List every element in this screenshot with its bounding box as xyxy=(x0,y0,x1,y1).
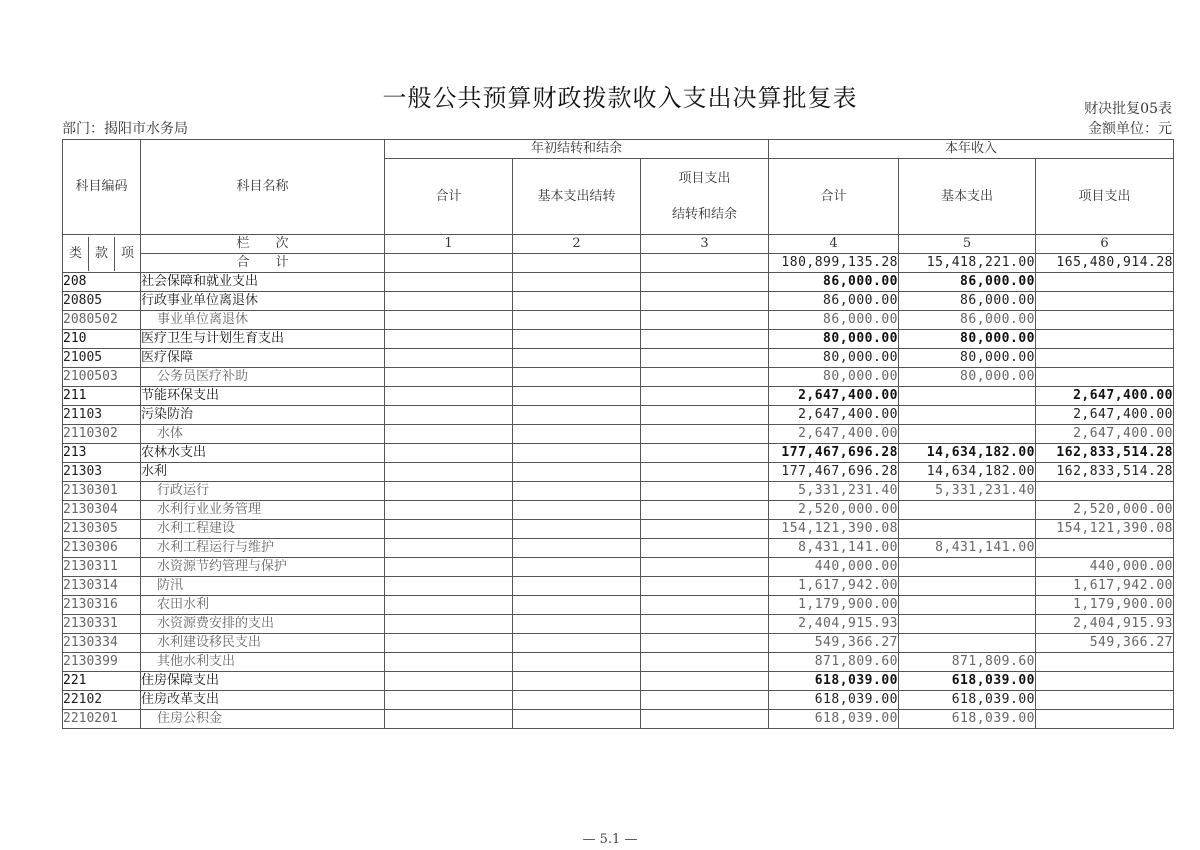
row-c2 xyxy=(513,615,641,634)
total-c6: 165,480,914.28 xyxy=(1036,254,1174,273)
row-c2 xyxy=(513,330,641,349)
row-c6: 1,617,942.00 xyxy=(1036,577,1174,596)
row-c3 xyxy=(641,501,769,520)
row-c6: 2,404,915.93 xyxy=(1036,615,1174,634)
col-num-2: 2 xyxy=(513,235,641,254)
row-code: 2130334 xyxy=(63,634,141,653)
row-c3 xyxy=(641,387,769,406)
row-c5: 80,000.00 xyxy=(899,368,1036,387)
row-code: 2110302 xyxy=(63,425,141,444)
row-c1 xyxy=(385,691,513,710)
row-code: 2100503 xyxy=(63,368,141,387)
row-c3 xyxy=(641,710,769,729)
row-c6: 2,647,400.00 xyxy=(1036,406,1174,425)
row-c1 xyxy=(385,653,513,672)
row-c3 xyxy=(641,311,769,330)
total-c5: 15,418,221.00 xyxy=(899,254,1036,273)
row-c3 xyxy=(641,653,769,672)
row-c4: 80,000.00 xyxy=(769,368,899,387)
row-c4: 177,467,696.28 xyxy=(769,463,899,482)
row-c2 xyxy=(513,406,641,425)
row-c4: 1,179,900.00 xyxy=(769,596,899,615)
row-c1 xyxy=(385,482,513,501)
row-c6 xyxy=(1036,710,1174,729)
header-g1-project xyxy=(641,159,769,235)
row-c5 xyxy=(899,634,1036,653)
row-c1 xyxy=(385,425,513,444)
row-c3 xyxy=(641,577,769,596)
row-name: 事业单位离退休 xyxy=(141,311,385,330)
header-g1-project-line1: 项目支出 xyxy=(678,170,731,186)
row-code: 21303 xyxy=(63,463,141,482)
row-c1 xyxy=(385,311,513,330)
table-row xyxy=(63,349,1174,368)
row-c6: 2,647,400.00 xyxy=(1036,425,1174,444)
row-c3 xyxy=(641,558,769,577)
table-row xyxy=(63,558,1174,577)
row-name: 行政运行 xyxy=(141,482,385,501)
row-c5: 618,039.00 xyxy=(899,672,1036,691)
row-code: 210 xyxy=(63,330,141,349)
row-c1 xyxy=(385,463,513,482)
row-c1 xyxy=(385,577,513,596)
row-c3 xyxy=(641,596,769,615)
row-c2 xyxy=(513,596,641,615)
row-c6 xyxy=(1036,368,1174,387)
row-c5 xyxy=(899,577,1036,596)
row-c6: 1,179,900.00 xyxy=(1036,596,1174,615)
row-c6 xyxy=(1036,311,1174,330)
header-code: 科目编码 xyxy=(63,140,141,235)
row-c2 xyxy=(513,501,641,520)
form-number: 财决批复05表 xyxy=(1084,101,1172,117)
row-c5: 14,634,182.00 xyxy=(899,463,1036,482)
row-c2 xyxy=(513,292,641,311)
row-c4: 2,647,400.00 xyxy=(769,387,899,406)
row-code: 2130305 xyxy=(63,520,141,539)
row-c1 xyxy=(385,520,513,539)
row-name: 农林水支出 xyxy=(141,444,385,463)
row-c6 xyxy=(1036,349,1174,368)
table-row xyxy=(63,330,1174,349)
table-row xyxy=(63,672,1174,691)
row-name: 水利工程建设 xyxy=(141,520,385,539)
row-c5: 618,039.00 xyxy=(899,691,1036,710)
header-sub-xiang: 项 xyxy=(120,245,134,261)
row-code: 213 xyxy=(63,444,141,463)
table-row xyxy=(63,501,1174,520)
row-c5: 86,000.00 xyxy=(899,273,1036,292)
row-c5: 80,000.00 xyxy=(899,330,1036,349)
row-name: 污染防治 xyxy=(141,406,385,425)
table-row xyxy=(63,273,1174,292)
row-c3 xyxy=(641,444,769,463)
row-c6 xyxy=(1036,653,1174,672)
row-c2 xyxy=(513,368,641,387)
row-c2 xyxy=(513,387,641,406)
total-c2 xyxy=(513,254,641,273)
row-c1 xyxy=(385,406,513,425)
row-c5: 871,809.60 xyxy=(899,653,1036,672)
row-name: 医疗保障 xyxy=(141,349,385,368)
header-lanci: 栏 次 xyxy=(141,235,385,254)
row-c5 xyxy=(899,387,1036,406)
row-c4: 8,431,141.00 xyxy=(769,539,899,558)
row-c5: 80,000.00 xyxy=(899,349,1036,368)
row-code: 20805 xyxy=(63,292,141,311)
row-c2 xyxy=(513,463,641,482)
row-c1 xyxy=(385,501,513,520)
row-c5 xyxy=(899,406,1036,425)
page-title: 一般公共预算财政拨款收入支出决算批复表 xyxy=(382,84,858,112)
row-code: 211 xyxy=(63,387,141,406)
row-c3 xyxy=(641,368,769,387)
row-c4: 86,000.00 xyxy=(769,273,899,292)
row-c2 xyxy=(513,425,641,444)
row-c4: 618,039.00 xyxy=(769,710,899,729)
table-row xyxy=(63,482,1174,501)
header-carryover-group: 年初结转和结余 xyxy=(385,140,769,159)
row-code: 2130399 xyxy=(63,653,141,672)
row-c1 xyxy=(385,387,513,406)
row-code: 2130304 xyxy=(63,501,141,520)
row-c2 xyxy=(513,349,641,368)
row-c4: 618,039.00 xyxy=(769,691,899,710)
header-g2-project: 项目支出 xyxy=(1036,159,1174,235)
row-c2 xyxy=(513,273,641,292)
row-c4: 2,647,400.00 xyxy=(769,406,899,425)
row-c4: 80,000.00 xyxy=(769,349,899,368)
row-c6 xyxy=(1036,482,1174,501)
row-code: 2130316 xyxy=(63,596,141,615)
row-c1 xyxy=(385,672,513,691)
header-g1-basic: 基本支出结转 xyxy=(513,159,641,235)
total-row-label: 合 计 xyxy=(141,254,385,273)
row-c3 xyxy=(641,691,769,710)
row-name: 水体 xyxy=(141,425,385,444)
row-c2 xyxy=(513,710,641,729)
row-name: 其他水利支出 xyxy=(141,653,385,672)
row-c2 xyxy=(513,672,641,691)
row-c5 xyxy=(899,501,1036,520)
row-c6 xyxy=(1036,672,1174,691)
row-code: 22102 xyxy=(63,691,141,710)
row-c6 xyxy=(1036,691,1174,710)
row-c6: 2,647,400.00 xyxy=(1036,387,1174,406)
row-c4: 80,000.00 xyxy=(769,330,899,349)
header-g2-total: 合计 xyxy=(769,159,899,235)
row-c4: 549,366.27 xyxy=(769,634,899,653)
row-c2 xyxy=(513,539,641,558)
row-c1 xyxy=(385,596,513,615)
row-code: 2210201 xyxy=(63,710,141,729)
row-c4: 177,467,696.28 xyxy=(769,444,899,463)
row-c6 xyxy=(1036,273,1174,292)
header-income-group: 本年收入 xyxy=(769,140,1174,159)
row-c4: 618,039.00 xyxy=(769,672,899,691)
department-label: 部门：揭阳市水务局 xyxy=(62,121,188,137)
row-c6 xyxy=(1036,330,1174,349)
row-c5 xyxy=(899,615,1036,634)
table-row xyxy=(63,463,1174,482)
row-c2 xyxy=(513,444,641,463)
row-c5: 8,431,141.00 xyxy=(899,539,1036,558)
row-c4: 86,000.00 xyxy=(769,292,899,311)
row-c3 xyxy=(641,482,769,501)
row-c3 xyxy=(641,425,769,444)
row-c3 xyxy=(641,330,769,349)
row-c6: 162,833,514.28 xyxy=(1036,463,1174,482)
row-c1 xyxy=(385,292,513,311)
amount-unit: 金额单位：元 xyxy=(1088,121,1172,137)
row-c1 xyxy=(385,615,513,634)
row-c6 xyxy=(1036,539,1174,558)
row-c1 xyxy=(385,368,513,387)
row-c6: 154,121,390.08 xyxy=(1036,520,1174,539)
row-code: 21005 xyxy=(63,349,141,368)
row-name: 社会保障和就业支出 xyxy=(141,273,385,292)
row-code: 2130331 xyxy=(63,615,141,634)
table-row xyxy=(63,520,1174,539)
table-row xyxy=(63,653,1174,672)
row-c3 xyxy=(641,463,769,482)
row-c1 xyxy=(385,273,513,292)
table-row xyxy=(63,577,1174,596)
header-g1-project-line2: 结转和结余 xyxy=(671,206,737,222)
row-c3 xyxy=(641,406,769,425)
col-num-6: 6 xyxy=(1036,235,1174,254)
row-c2 xyxy=(513,634,641,653)
table-row xyxy=(63,292,1174,311)
row-name: 住房公积金 xyxy=(141,710,385,729)
row-c3 xyxy=(641,520,769,539)
total-c1 xyxy=(385,254,513,273)
table-row xyxy=(63,615,1174,634)
row-c1 xyxy=(385,710,513,729)
row-code: 208 xyxy=(63,273,141,292)
row-c5: 618,039.00 xyxy=(899,710,1036,729)
row-c2 xyxy=(513,482,641,501)
header-sub-lei: 类 xyxy=(63,237,89,271)
row-c6 xyxy=(1036,292,1174,311)
row-c2 xyxy=(513,311,641,330)
row-c5: 86,000.00 xyxy=(899,292,1036,311)
row-c4: 871,809.60 xyxy=(769,653,899,672)
row-c6: 549,366.27 xyxy=(1036,634,1174,653)
col-num-4: 4 xyxy=(769,235,899,254)
row-c1 xyxy=(385,558,513,577)
row-c4: 2,404,915.93 xyxy=(769,615,899,634)
row-c4: 2,647,400.00 xyxy=(769,425,899,444)
row-c2 xyxy=(513,558,641,577)
table-row xyxy=(63,444,1174,463)
row-c5: 5,331,231.40 xyxy=(899,482,1036,501)
row-c3 xyxy=(641,539,769,558)
row-name: 水利 xyxy=(141,463,385,482)
row-c4: 440,000.00 xyxy=(769,558,899,577)
row-c4: 5,331,231.40 xyxy=(769,482,899,501)
row-code: 2130301 xyxy=(63,482,141,501)
page-number: — 5.1 — xyxy=(582,832,638,847)
row-name: 公务员医疗补助 xyxy=(141,368,385,387)
header-name: 科目名称 xyxy=(141,140,385,235)
row-c6: 162,833,514.28 xyxy=(1036,444,1174,463)
row-name: 住房保障支出 xyxy=(141,672,385,691)
row-c2 xyxy=(513,577,641,596)
row-c5 xyxy=(899,520,1036,539)
header-g2-basic: 基本支出 xyxy=(899,159,1036,235)
row-code: 2080502 xyxy=(63,311,141,330)
table-row xyxy=(63,368,1174,387)
table-row xyxy=(63,634,1174,653)
header-sub-kuan: 款 xyxy=(89,237,115,271)
header-g1-total: 合计 xyxy=(385,159,513,235)
row-c3 xyxy=(641,634,769,653)
row-c1 xyxy=(385,444,513,463)
row-name: 医疗卫生与计划生育支出 xyxy=(141,330,385,349)
row-c3 xyxy=(641,615,769,634)
table-body xyxy=(63,273,1174,729)
row-c2 xyxy=(513,653,641,672)
row-code: 2130311 xyxy=(63,558,141,577)
row-c5 xyxy=(899,596,1036,615)
table-row xyxy=(63,691,1174,710)
row-c6: 440,000.00 xyxy=(1036,558,1174,577)
row-name: 节能环保支出 xyxy=(141,387,385,406)
table-row xyxy=(63,539,1174,558)
col-num-1: 1 xyxy=(385,235,513,254)
row-c5: 14,634,182.00 xyxy=(899,444,1036,463)
row-name: 农田水利 xyxy=(141,596,385,615)
row-c4: 86,000.00 xyxy=(769,311,899,330)
row-c5 xyxy=(899,558,1036,577)
row-c4: 154,121,390.08 xyxy=(769,520,899,539)
table-row xyxy=(63,406,1174,425)
row-c6: 2,520,000.00 xyxy=(1036,501,1174,520)
row-c4: 1,617,942.00 xyxy=(769,577,899,596)
row-name: 水利建设移民支出 xyxy=(141,634,385,653)
row-c5 xyxy=(899,425,1036,444)
row-name: 水资源费安排的支出 xyxy=(141,615,385,634)
row-code: 2130306 xyxy=(63,539,141,558)
row-c1 xyxy=(385,330,513,349)
col-num-5: 5 xyxy=(899,235,1036,254)
row-name: 水资源节约管理与保护 xyxy=(141,558,385,577)
row-name: 住房改革支出 xyxy=(141,691,385,710)
table-row xyxy=(63,311,1174,330)
table-row xyxy=(63,425,1174,444)
row-c3 xyxy=(641,672,769,691)
row-c4: 2,520,000.00 xyxy=(769,501,899,520)
row-c3 xyxy=(641,292,769,311)
row-c3 xyxy=(641,273,769,292)
total-c3 xyxy=(641,254,769,273)
row-c1 xyxy=(385,539,513,558)
row-code: 21103 xyxy=(63,406,141,425)
row-name: 水利工程运行与维护 xyxy=(141,539,385,558)
row-c5: 86,000.00 xyxy=(899,311,1036,330)
row-code: 221 xyxy=(63,672,141,691)
row-c1 xyxy=(385,634,513,653)
table-row xyxy=(63,710,1174,729)
row-code: 2130314 xyxy=(63,577,141,596)
budget-table xyxy=(62,139,1174,729)
table-row xyxy=(63,596,1174,615)
total-c4: 180,899,135.28 xyxy=(769,254,899,273)
col-num-3: 3 xyxy=(641,235,769,254)
row-c3 xyxy=(641,349,769,368)
row-name: 防汛 xyxy=(141,577,385,596)
row-name: 行政事业单位离退休 xyxy=(141,292,385,311)
row-c1 xyxy=(385,349,513,368)
row-c2 xyxy=(513,520,641,539)
table-row xyxy=(63,387,1174,406)
header-subcodes xyxy=(63,235,141,273)
row-c2 xyxy=(513,691,641,710)
row-name: 水利行业业务管理 xyxy=(141,501,385,520)
